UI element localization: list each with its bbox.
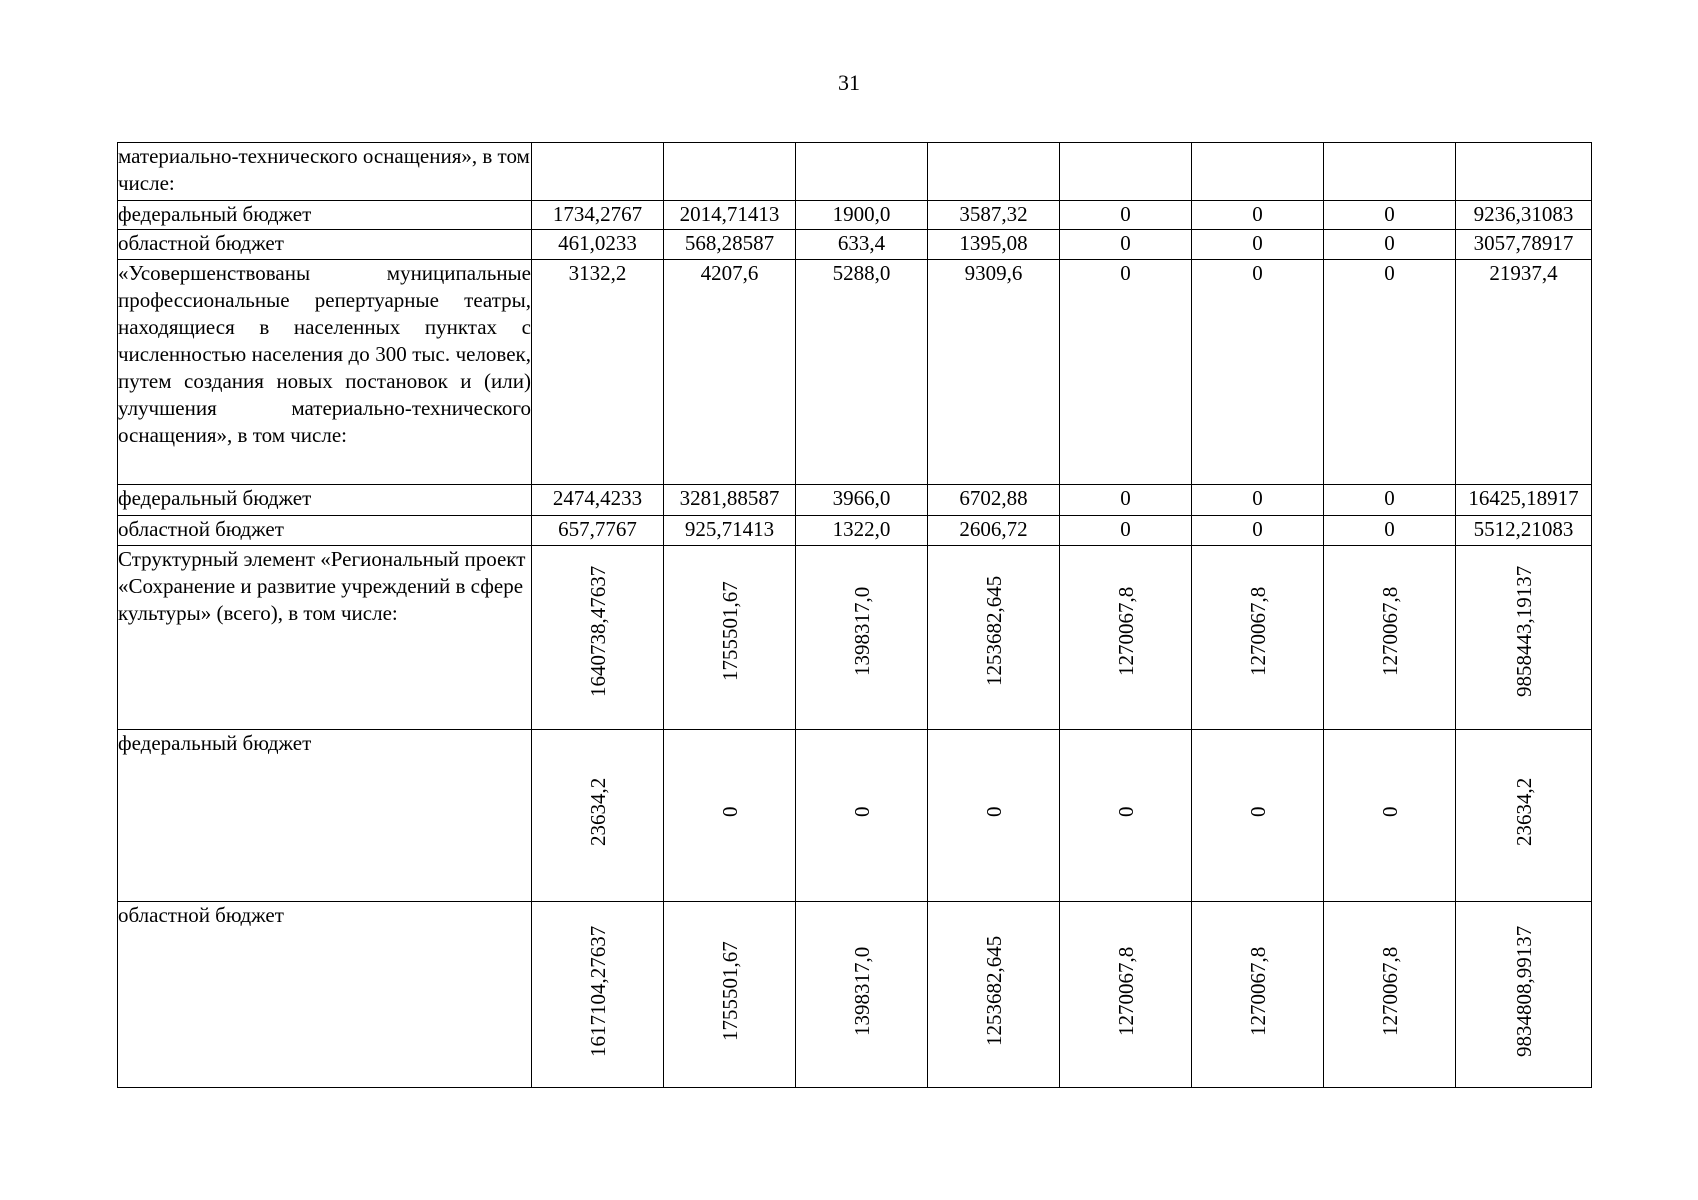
value-cell: 0: [1192, 260, 1324, 485]
value-cell: [796, 143, 928, 201]
budget-table: [117, 142, 1592, 1088]
value-text: 1253682,645: [981, 575, 1006, 687]
row-label: федеральный бюджет: [118, 730, 532, 902]
value-cell: 2606,72: [928, 516, 1060, 546]
value-cell: 0: [1324, 516, 1456, 546]
value-cell: [1192, 143, 1324, 201]
value-cell: [664, 730, 796, 902]
value-cell: 0: [1192, 230, 1324, 260]
value-cell: [1324, 143, 1456, 201]
value-text: 1270067,8: [1113, 586, 1138, 676]
value-cell: 0: [1324, 260, 1456, 485]
value-text: 23634,2: [585, 777, 610, 847]
table-row: [118, 546, 1592, 730]
value-cell: 3281,88587: [664, 485, 796, 516]
table-row: [118, 143, 1592, 201]
value-text: 1253682,645: [981, 935, 1006, 1047]
row-label: областной бюджет: [118, 902, 532, 1088]
value-cell: 0: [1060, 201, 1192, 230]
value-text: 23634,2: [1511, 777, 1536, 847]
row-label: федеральный бюджет: [118, 485, 532, 516]
row-label: областной бюджет: [118, 516, 532, 546]
value-text: 1270067,8: [1113, 946, 1138, 1036]
row-label: федеральный бюджет: [118, 201, 532, 230]
value-text: 9858443,19137: [1511, 565, 1536, 697]
value-text: 0: [849, 806, 874, 818]
value-cell: 0: [1192, 485, 1324, 516]
row-label: материально-технического оснащения», в том числе:: [118, 143, 532, 201]
value-cell: [1456, 902, 1592, 1088]
value-text: 1755501,67: [717, 941, 742, 1041]
value-text: 1270067,8: [1377, 946, 1402, 1036]
value-cell: 0: [1060, 485, 1192, 516]
row-label: Структурный элемент «Региональный проект «Сохранение и развитие учреждений в сфере культуры» (всего), в том числе:: [118, 546, 532, 730]
row-label: областной бюджет: [118, 230, 532, 260]
value-cell: 657,7767: [532, 516, 664, 546]
value-cell: 16425,18917: [1456, 485, 1592, 516]
value-cell: 568,28587: [664, 230, 796, 260]
value-cell: 1734,2767: [532, 201, 664, 230]
value-cell: [532, 902, 664, 1088]
value-cell: [928, 546, 1060, 730]
value-cell: [664, 143, 796, 201]
value-cell: [796, 546, 928, 730]
value-cell: [1324, 902, 1456, 1088]
value-cell: [796, 730, 928, 902]
value-cell: [1060, 546, 1192, 730]
value-text: 9834808,99137: [1511, 925, 1536, 1057]
value-text: 1755501,67: [717, 581, 742, 681]
value-cell: [1456, 143, 1592, 201]
value-text: 1270067,8: [1245, 586, 1270, 676]
value-cell: [1192, 902, 1324, 1088]
value-cell: [664, 902, 796, 1088]
table-row: [118, 730, 1592, 902]
value-cell: [532, 730, 664, 902]
value-cell: 21937,4: [1456, 260, 1592, 485]
value-cell: 0: [1324, 230, 1456, 260]
value-cell: 633,4: [796, 230, 928, 260]
value-text: 0: [717, 806, 742, 818]
value-cell: 3057,78917: [1456, 230, 1592, 260]
value-cell: 9236,31083: [1456, 201, 1592, 230]
value-cell: 0: [1324, 485, 1456, 516]
value-cell: [1324, 730, 1456, 902]
page-number: 31: [838, 70, 860, 95]
value-cell: [1324, 546, 1456, 730]
value-cell: [1456, 730, 1592, 902]
value-cell: 1900,0: [796, 201, 928, 230]
table-row: [118, 485, 1592, 516]
value-cell: 925,71413: [664, 516, 796, 546]
value-cell: 0: [1324, 201, 1456, 230]
value-cell: [1192, 546, 1324, 730]
value-cell: 5288,0: [796, 260, 928, 485]
value-text: 1617104,27637: [585, 925, 610, 1057]
value-text: 0: [1377, 806, 1402, 818]
table-row: [118, 230, 1592, 260]
value-cell: 0: [1192, 516, 1324, 546]
value-cell: [1192, 730, 1324, 902]
value-cell: [796, 902, 928, 1088]
value-text: 1270067,8: [1377, 586, 1402, 676]
value-text: 1398317,0: [849, 946, 874, 1036]
value-cell: [1060, 730, 1192, 902]
value-text: 1270067,8: [1245, 946, 1270, 1036]
value-cell: 3132,2: [532, 260, 664, 485]
value-cell: 3966,0: [796, 485, 928, 516]
value-text: 0: [981, 806, 1006, 818]
value-cell: [532, 546, 664, 730]
value-cell: 5512,21083: [1456, 516, 1592, 546]
value-cell: 4207,6: [664, 260, 796, 485]
table-row: [118, 902, 1592, 1088]
value-text: 1398317,0: [849, 586, 874, 676]
value-cell: 9309,6: [928, 260, 1060, 485]
value-cell: 6702,88: [928, 485, 1060, 516]
value-cell: [928, 730, 1060, 902]
value-cell: 0: [1060, 260, 1192, 485]
value-cell: 0: [1060, 516, 1192, 546]
value-cell: 2014,71413: [664, 201, 796, 230]
value-cell: [1060, 143, 1192, 201]
value-text: 1640738,47637: [585, 565, 610, 697]
value-cell: [1060, 902, 1192, 1088]
value-cell: [1456, 546, 1592, 730]
table-row: [118, 260, 1592, 485]
value-cell: 1322,0: [796, 516, 928, 546]
value-cell: [532, 143, 664, 201]
value-text: 0: [1245, 806, 1270, 818]
value-text: 0: [1113, 806, 1138, 818]
value-cell: 0: [1060, 230, 1192, 260]
value-cell: [928, 143, 1060, 201]
row-label: «Усовершенствованы муниципальные профессиональные репертуарные театры, находящиеся в населенных пунктах с численностью населения до 300 тыс. человек, путем создания новых постановок и (или) улучшения материально-технического оснащения», в том числе:: [118, 260, 532, 485]
value-cell: 2474,4233: [532, 485, 664, 516]
table-row: [118, 516, 1592, 546]
value-cell: [664, 546, 796, 730]
value-cell: 0: [1192, 201, 1324, 230]
value-cell: [928, 902, 1060, 1088]
value-cell: 3587,32: [928, 201, 1060, 230]
value-cell: 1395,08: [928, 230, 1060, 260]
value-cell: 461,0233: [532, 230, 664, 260]
table-row: [118, 201, 1592, 230]
